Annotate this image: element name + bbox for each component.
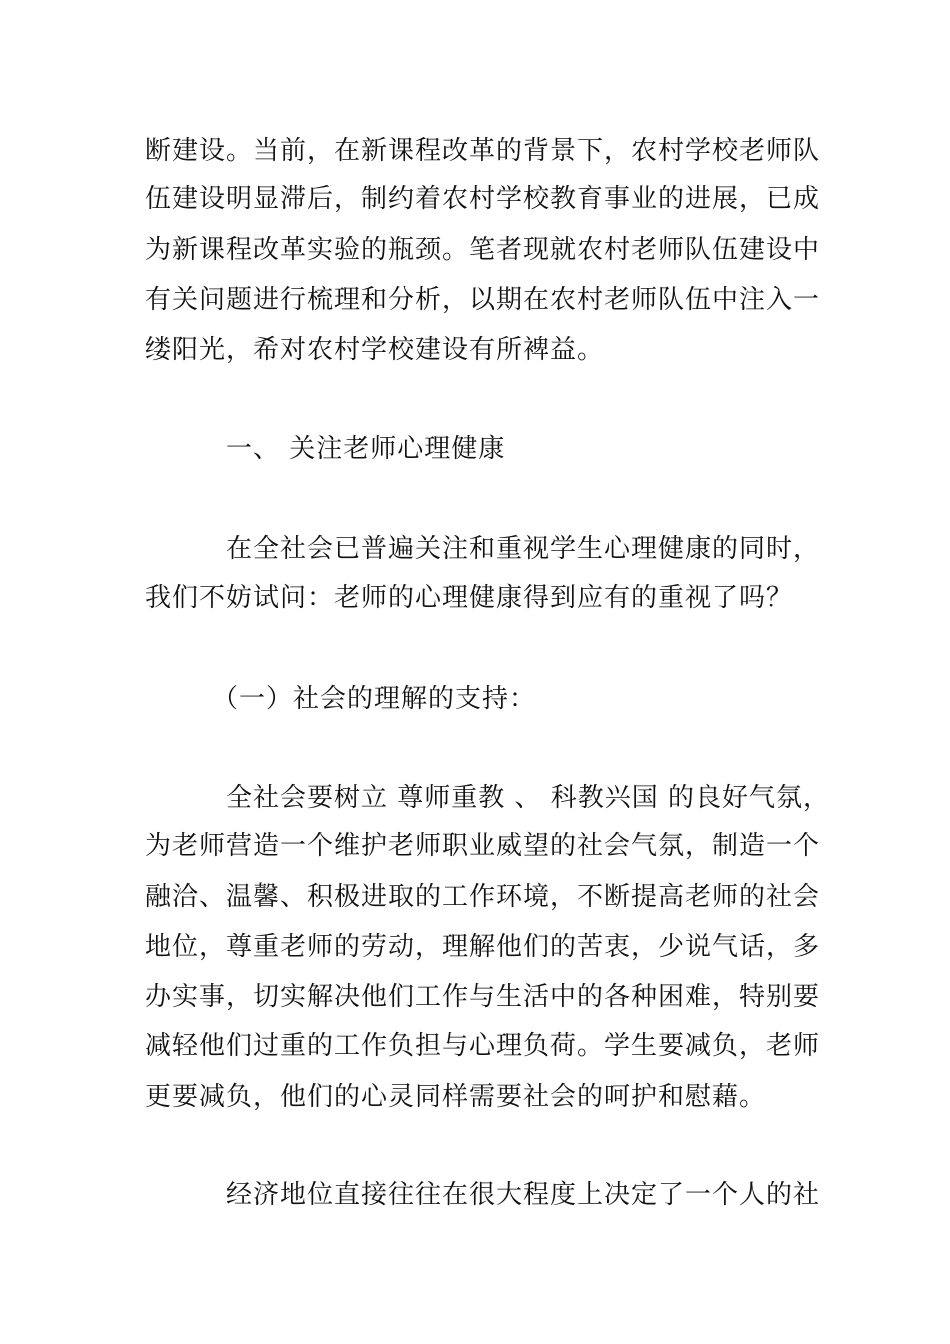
text-line: 减轻他们过重的工作负担与心理负荷。学生要减负，老师 [145,1031,821,1061]
section-heading: 一、 关注老师心理健康 [226,434,506,464]
text-line: 我们不妨试问：老师的心理健康得到应有的重视了吗？ [145,583,794,613]
text-line: 为老师营造一个维护老师职业威望的社会气氛，制造一个 [145,831,821,861]
text-line: 断建设。当前，在新课程改革的背景下，农村学校老师队 [145,136,821,166]
subsection-heading: （一）社会的理解的支持： [212,684,537,714]
text-line: 办实事，切实解决他们工作与生活中的各种困难，特别要 [145,982,821,1012]
text-line: 地位，尊重老师的劳动，理解他们的苦衷，少说气话，多 [145,932,821,962]
text-line: 全社会要树立 尊师重教 、 科教兴国 的良好气氛， [226,783,831,813]
text-line: 融洽、温馨、积极进取的工作环境，不断提高老师的社会 [145,882,821,912]
text-line: 有关问题进行梳理和分析，以期在农村老师队伍中注入一 [145,285,821,315]
text-line: 在全社会已普遍关注和重视学生心理健康的同时， [226,534,821,564]
text-line: 为新课程改革实验的瓶颈。笔者现就农村老师队伍建设中 [145,235,821,265]
text-line: 缕阳光，希对农村学校建设有所裨益。 [145,335,605,365]
text-line: 经济地位直接往往在很大程度上决定了一个人的社 [226,1180,821,1210]
text-line: 更要减负，他们的心灵同样需要社会的呵护和慰藉。 [145,1082,767,1112]
text-line: 伍建设明显滞后，制约着农村学校教育事业的进展，已成 [145,184,821,214]
